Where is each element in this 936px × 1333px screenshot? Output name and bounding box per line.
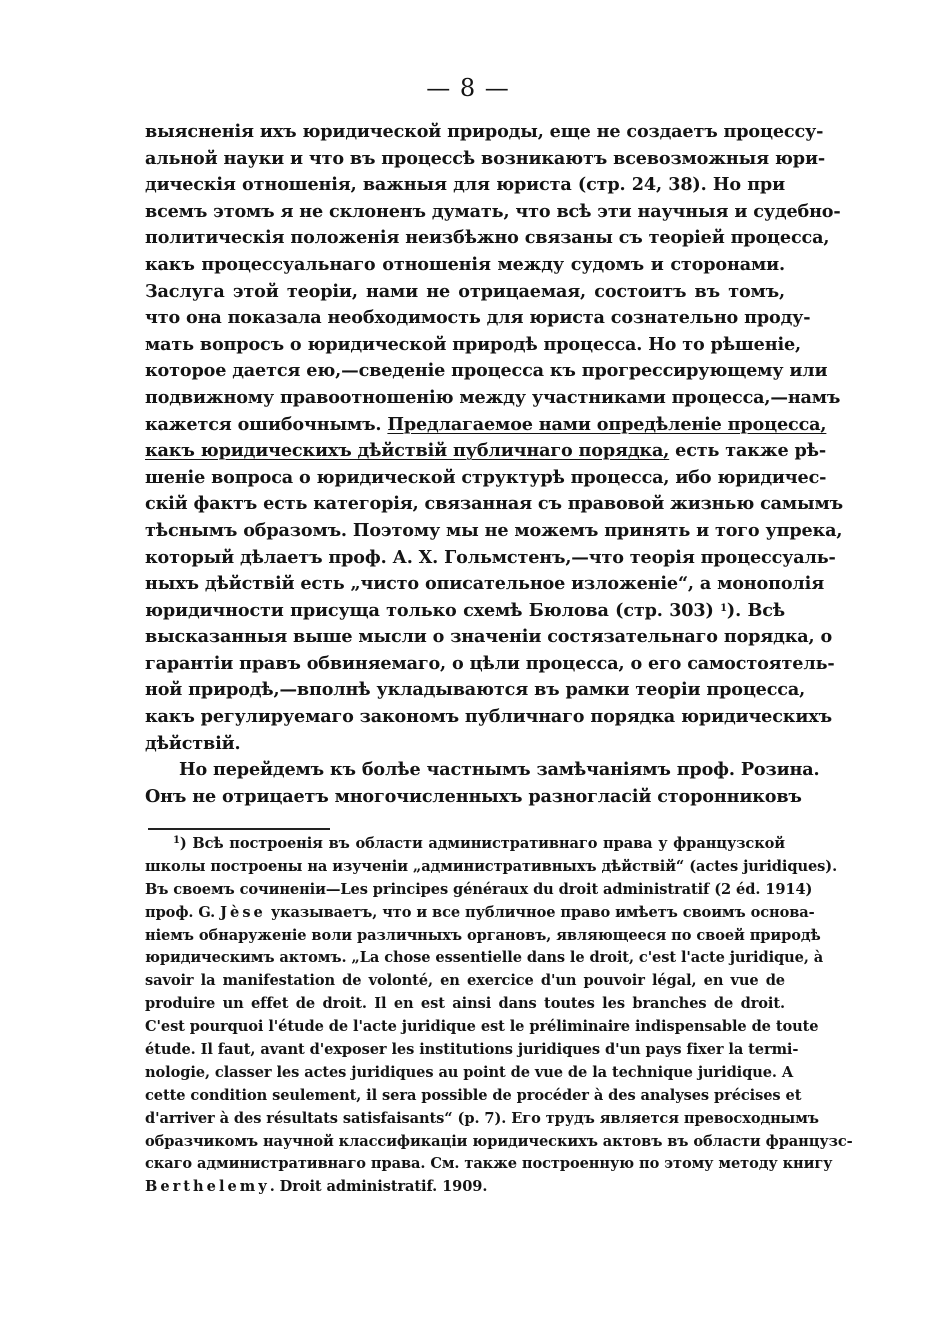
footnote-line: nologie, classer les actes juridiques au point de vue de la technique juridique. A (145, 1063, 794, 1081)
page-number: — 8 — (426, 74, 510, 102)
text-line: который дѣлаетъ проф. А. Х. Гольмстенъ,—что теорія процессуаль- (145, 546, 836, 568)
footnote-line: Въ своемъ сочиненіи—Les principes généraux du droit administratif (2 éd. 1914) (145, 880, 813, 898)
text-fragment: юридичности присуща только схемѣ Бюлова (стр. 303) (145, 599, 714, 621)
text-line (145, 438, 827, 465)
footnote-line: образчикомъ научной классификаціи юридическихъ актовъ въ области французс- (145, 1132, 853, 1150)
text-line: которое дается ею,—сведеніе процесса къ прогрессирующему или (145, 360, 828, 382)
footnote-separator (148, 828, 330, 830)
footnote-line: ніемъ обнаруженіе воли различныхъ органовъ, являющееся по своей природѣ (145, 926, 821, 944)
text-fragment: кажется ошибочнымъ. (145, 413, 388, 435)
footnote-line: cette condition seulement, il sera possible de procéder à des analyses précises et (145, 1086, 802, 1104)
text-fragment: ) Всѣ построенія въ области административнаго права у французской (179, 835, 785, 852)
text-line: альной науки и что въ процессѣ возникаютъ всевозможныя юри- (145, 147, 826, 169)
footnote-line: étude. Il faut, avant d'exposer les institutions juridiques d'un pays fixer la termi- (145, 1041, 799, 1059)
paragraph-start-line: Но перейдемъ къ болѣе частнымъ замѣчаніямъ проф. Розина. (179, 759, 820, 781)
footnote-line: C'est pourquoi l'étude de l'acte juridique est le préliminaire indispensable de toute (145, 1018, 819, 1036)
text-line: Заслуга этой теоріи, нами не отрицаемая, состоитъ въ томъ, (145, 280, 785, 302)
text-line: дѣйствій. (145, 732, 241, 754)
author-name: Berthelemy (145, 1178, 270, 1196)
text-line: гарантіи правъ обвиняемаго, о цѣли процесса, о его самостоятель- (145, 652, 835, 674)
footnote-line (145, 1176, 785, 1199)
text-line: шеніе вопроса о юридической структурѣ процесса, ибо юридичес- (145, 466, 827, 488)
text-line: ныхъ дѣйствій есть „чисто описательное изложеніе“, а монополія (145, 573, 825, 595)
text-fragment: указываетъ, что и все публичное право имѣетъ своимъ основа- (265, 903, 815, 921)
text-line: Онъ не отрицаетъ многочисленныхъ разногласій сторонниковъ (145, 785, 802, 807)
text-line (145, 598, 785, 625)
text-line: скій фактъ есть категорія, связанная съ правовой жизнью самымъ (145, 493, 843, 515)
footnote-line: d'arriver à des résultats satisfaisants“ (p. 7). Его трудъ является превосходнымъ (145, 1109, 819, 1127)
footnote-line: школы построены на изученіи „административныхъ дѣйствій“ (actes juridiques). (145, 857, 838, 875)
text-line: какъ процессуальнаго отношенія между судомъ и сторонами. (145, 253, 785, 275)
text-fragment: . Droit administratif. 1909. (269, 1178, 488, 1196)
footnote-line (145, 833, 785, 856)
footnote-mark: 1 (173, 835, 180, 846)
footnote (145, 833, 853, 1199)
text-line: ной природѣ,—вполнѣ укладываются въ рамки теоріи процесса, (145, 679, 806, 701)
text-line: что она показала необходимость для юриста сознательно проду- (145, 307, 811, 329)
underlined-phrase: Предлагаемое нами опредѣленіе процесса, (387, 413, 827, 435)
text-line: тѣснымъ образомъ. Поэтому мы не можемъ принять и того упрека, (145, 519, 843, 541)
main-text (145, 119, 843, 810)
footnote-line: юридическимъ актомъ. „La chose essentielle dans le droit, c'est l'acte juridique, à (145, 949, 824, 967)
text-fragment: проф. G. (145, 903, 221, 921)
footnote-line (145, 902, 815, 925)
footnote-line: produire un effet de droit. Il en est ainsi dans toutes les branches de droit. (145, 995, 785, 1013)
text-line: дическія отношенія, важныя для юриста (стр. 24, 38). Но при (145, 174, 785, 196)
text-line (145, 412, 827, 439)
text-line: подвижному правоотношенію между участниками процесса,—намъ (145, 386, 841, 408)
underlined-phrase: какъ юридическихъ дѣйствій публичнаго порядка, (145, 440, 670, 462)
author-name: Jèse (220, 903, 266, 921)
text-line: выясненія ихъ юридической природы, еще не создаетъ процессу- (145, 121, 824, 142)
text-line: мать вопросъ о юридической природѣ процесса. Но то рѣшеніе, (145, 333, 802, 355)
text-line: высказанныя выше мысли о значеніи состязательнаго порядка, о (145, 626, 833, 648)
text-line: какъ регулируемаго закономъ публичнаго порядка юридическихъ (145, 706, 832, 728)
footnote-line: скаго административнаго права. См. также построенную по этому методу книгу (145, 1155, 833, 1173)
text-line: политическія положенія неизбѣжно связаны съ теоріей процесса, (145, 227, 830, 249)
footnote-line: savoir la manifestation de volonté, en exercice d'un pouvoir légal, en vue de (145, 972, 785, 990)
text-fragment: ). Всѣ (726, 599, 785, 621)
text-line: всемъ этомъ я не склоненъ думать, что всѣ эти научныя и судебно- (145, 200, 841, 222)
text-fragment: есть также рѣ- (669, 440, 827, 462)
footnote-reference[interactable]: 1 (720, 602, 727, 614)
